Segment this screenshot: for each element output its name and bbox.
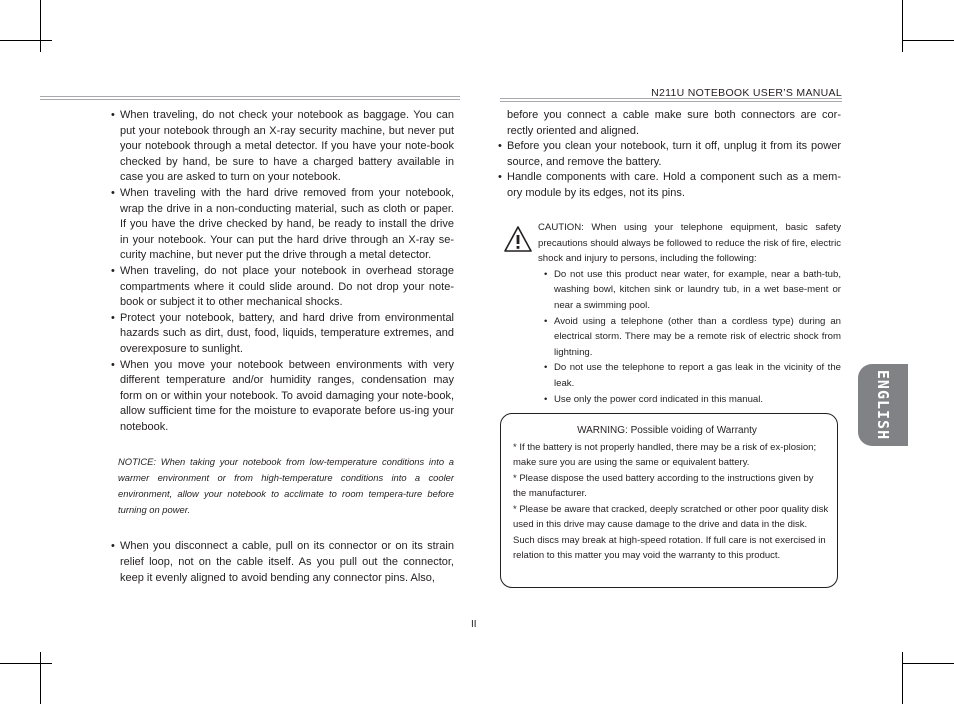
list-item-text: Avoid using a telephone (other than a cordless type) during an electrical storm. There may be a remote risk of electric shock from lightning.: [554, 315, 841, 358]
list-item: • Do not use the telephone to report a gas leak in the vicinity of the leak.: [544, 362, 841, 389]
continued-text-body: before you connect a cable make sure both connectors are cor-rectly oriented and aligned.: [507, 109, 841, 137]
list-item: • Handle components with care. Hold a component such as a mem-ory module by its edges, not its pins.: [501, 170, 841, 201]
list-item: • Protect your notebook, battery, and hard drive from environmental hazards such as dirt, dust, food, liquids, temperature extremes, and overexposure to sunlight.: [114, 311, 454, 358]
caution-lead: CAUTION: When using your telephone equipment, basic safety precautions should always be followed to reduce the risk of fire, electric shock and injury to persons, including the following:: [538, 222, 841, 265]
list-item: • Avoid using a telephone (other than a cordless type) during an electrical storm. There may be a remote risk of electric shock from lightning.: [544, 315, 841, 358]
language-tab-label: ENGLISH: [874, 369, 892, 441]
list-item-text: When you move your notebook between environments with very different temperature and/or humidity ranges, condensation may form on or within your notebook. To avoid damaging your note-book, allow sufficient time for the moisture to evaporate before us-ing your notebook.: [120, 358, 454, 433]
list-item-text: Before you clean your notebook, turn it off, unplug it from its power source, and remove the battery.: [507, 140, 841, 168]
language-tab: [858, 364, 908, 446]
left-column: [111, 108, 454, 586]
caution-block: [538, 220, 841, 407]
list-item: • When traveling, do not check your notebook as baggage. You can put your notebook through an X-ray security machine, but never put your notebook through a metal detector. If you have your note-book checked by hand, be sure to have a charged battery available in case you are asked to turn on your notebook.: [114, 108, 454, 186]
list-item-text: When you disconnect a cable, pull on its connector or on its strain relief loop, not on the cable itself. As you pull out the connector, keep it evenly aligned to avoid bending any connector pins. Also,: [120, 540, 454, 584]
caution-list: [544, 267, 841, 407]
list-item: • When traveling with the hard drive removed from your notebook, wrap the drive in a non-conducting material, such as cloth or paper. If you have the drive checked by hand, be ready to install the drive in your notebook. Your can put the hard drive through an X-ray se-curity machine, but never put the drive through a metal detector.: [114, 186, 454, 264]
crop-mark: [40, 0, 41, 52]
crop-mark: [0, 663, 52, 664]
crop-mark: [902, 663, 954, 664]
list-item-text: Do not use the telephone to report a gas leak in the vicinity of the leak.: [554, 362, 841, 389]
crop-mark: [902, 652, 903, 704]
list-item: • When you disconnect a cable, pull on its connector or on its strain relief loop, not on the cable itself. As you pull out the connector, keep it evenly aligned to avoid bending any connector pins. Also,: [114, 539, 454, 586]
warning-item: * If the battery is not properly handled, there may be a risk of ex-plosion; make sure you are using the same or equivalent battery.: [513, 441, 817, 468]
header-rule-left: [40, 96, 460, 100]
warning-item: * Please be aware that cracked, deeply scratched or other poor quality disk used in this drive may cause damage to the drive and data in the disk. Such discs may break at high-speed rotation. If full care is not exercised in relation to this matter you may void the warranty to this product.: [513, 503, 829, 561]
list-item-text: When traveling, do not check your notebook as baggage. You can put your notebook through an X-ray security machine, but never put your notebook through a metal detector. If you have your note-book checked by hand, be sure to have a charged battery available in case you are asked to turn on your notebook.: [120, 109, 454, 184]
crop-mark: [902, 0, 903, 52]
crop-mark: [0, 40, 52, 41]
warning-title: WARNING: Possible voiding of Warranty: [577, 425, 757, 436]
list-item: • When traveling, do not place your notebook in overhead storage compartments where it could slide around. Do not drop your note-book or subject it to other mechanical shocks.: [114, 264, 454, 311]
list-item-text: Protect your notebook, battery, and hard drive from environmental hazards such as dirt, dust, food, liquids, temperature extremes, and overexposure to sunlight.: [120, 311, 454, 355]
list-item-text: Do not use this product near water, for example, near a bath-tub, washing bowl, kitchen sink or laundry tub, in a wet base-ment or near a swimming pool.: [554, 268, 841, 311]
manual-title: N211U NOTEBOOK USER’S MANUAL: [651, 87, 842, 99]
crop-mark: [40, 652, 41, 704]
continued-text: [501, 108, 841, 139]
list-item-text: When traveling with the hard drive removed from your notebook, wrap the drive in a non-conducting material, such as cloth or paper. If you have the drive checked by hand, be ready to install the drive in your notebook. Your can put the hard drive through an X-ray se-curity machine, but never put the drive through a metal detector.: [120, 186, 454, 262]
list-item-text: When traveling, do not place your notebook in overhead storage compartments where it could slide around. Do not drop your note-book or subject it to other mechanical shocks.: [120, 264, 454, 309]
list-item-text: Handle components with care. Hold a component such as a mem-ory module by its edges, not its pins.: [507, 171, 841, 199]
notice-paragraph: NOTICE: When taking your notebook from low-temperature conditions into a warmer environment or from high-temperature conditions into a cooler environment, allow your notebook to acclimate to room tempera-ture before turning on power.: [118, 456, 454, 516]
list-item-text: Use only the power cord indicated in this manual.: [554, 393, 764, 405]
warning-item: * Please dispose the used battery according to the instructions given by the manufacturer.: [513, 472, 814, 499]
list-item: • Before you clean your notebook, turn it off, unplug it from its power source, and remove the battery.: [501, 139, 841, 170]
warning-box: [500, 413, 838, 588]
warning-triangle-icon: [503, 224, 533, 254]
list-item: • Do not use this product near water, for example, near a bath-tub, washing bowl, kitchen sink or laundry tub, in a wet base-ment or near a swimming pool.: [544, 268, 841, 311]
list-item: • Use only the power cord indicated in this manual.: [544, 393, 764, 405]
right-column: [498, 108, 841, 202]
list-item: • When you move your notebook between environments with very different temperature and/or humidity ranges, condensation may form on or within your notebook. To avoid damaging your note-book, allow sufficient time for the moisture to evaporate before us-ing your notebook.: [114, 358, 454, 436]
page-number: II: [471, 619, 477, 630]
crop-mark: [902, 40, 954, 41]
